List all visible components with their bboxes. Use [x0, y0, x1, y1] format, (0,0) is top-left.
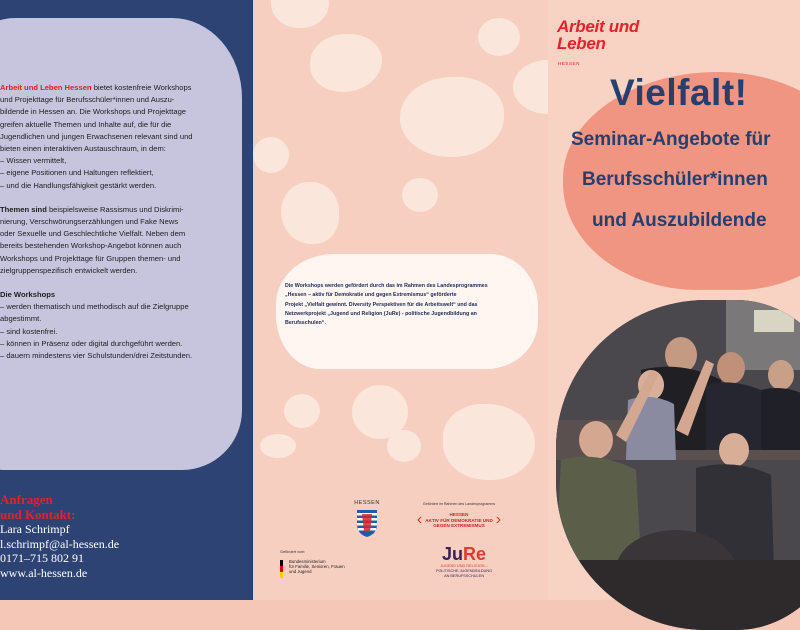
intro-text-span: Themen sind: [0, 204, 47, 214]
intro-text-span: beispielsweise Rassismus und Diskrimi-: [46, 204, 184, 214]
intro-line: [0, 228, 232, 240]
headline: Vielfalt!: [610, 72, 748, 113]
subtitle-line-1: Seminar-Angebote für: [571, 129, 771, 150]
group-photo: [556, 300, 800, 630]
intro-text-span: Workshops und Projekttage für Gruppen themen- und: [0, 253, 181, 263]
intro-text-span: bildende in Hessen an. Die Workshops und Projekttage: [0, 107, 187, 117]
funding-line: Die Workshops werden gefördert durch das im Rahmen des Landesprogrammes: [285, 283, 488, 289]
intro-text-span: Jugendlichen und jungen Erwachsenen relevant sind und: [0, 131, 193, 141]
paragraph-spacer: [0, 277, 232, 289]
intro-text-span: – Wissen vermittelt,: [0, 156, 67, 166]
ministry-line: für Familie, Senioren, Frauen: [289, 564, 345, 570]
aktiv-line: HESSEN: [449, 512, 469, 517]
intro-text-span: bietet kostenfreie Workshops: [91, 83, 192, 92]
jure-subtitle: JUGEND UND RELIGION –: [440, 564, 488, 568]
decor-blob: [260, 434, 296, 458]
ministry-text: [289, 559, 345, 575]
intro-line: [0, 350, 232, 362]
intro-text-span: oder Sexuelle und Geschlechtliche Vielfalt. Neben dem: [0, 229, 186, 239]
intro-text-span: abgestimmt.: [0, 314, 42, 324]
germany-flag-icon: [280, 560, 283, 578]
intro-line: [0, 82, 232, 94]
ministry-line: und Jugend: [289, 569, 312, 575]
contact-phone: 0171–715 802 91: [0, 551, 84, 566]
intro-line: [0, 253, 232, 265]
intro-text-span: greifen aktuelle Themen und Inhalte auf, die für die: [0, 119, 172, 129]
intro-line: [0, 301, 232, 313]
intro-text-span: Arbeit und Leben Hessen: [0, 83, 92, 92]
contact-block: [0, 492, 240, 580]
intro-line: [0, 326, 232, 338]
intro-line: [0, 180, 232, 192]
intro-line: [0, 94, 232, 106]
intro-text-span: Die Workshops: [0, 290, 56, 300]
funding-text: [285, 282, 535, 328]
intro-text-span: bereits bestehenden Workshop-Angebot können auch: [0, 241, 182, 251]
intro-line: [0, 119, 232, 131]
group-photo-illustration: [556, 300, 800, 630]
funding-line: Netzwerkprojekt „Jugend und Religion (JuRe) - politische Jugendbildung an: [285, 310, 477, 317]
intro-text-span: und Projekttage für Berufsschüler*innen und Auszu-: [0, 95, 175, 105]
subtitle-line-3: und Auszubildende: [592, 210, 767, 231]
logo-line-1: Arbeit und: [557, 17, 639, 36]
intro-text-block: [0, 82, 232, 362]
decor-blob: [281, 182, 339, 244]
intro-line: [0, 216, 232, 228]
intro-text-span: – eigene Positionen und Haltungen reflektiert,: [0, 168, 154, 178]
contact-web: www.al-hessen.de: [0, 565, 88, 580]
hessen-label: HESSEN: [354, 500, 380, 506]
funding-line: Berufsschulen“.: [285, 320, 326, 327]
contact-name: Lara Schrimpf: [0, 522, 70, 536]
intro-text-span: – dauern mindestens vier Schulstunden/drei Zeitstunden.: [0, 351, 193, 361]
arbeit-und-leben-logo: [557, 18, 639, 52]
decor-blob: [387, 430, 421, 462]
intro-text-span: – können in Präsenz oder digital durchgeführt werden.: [0, 338, 183, 348]
ministry-logo: [280, 556, 360, 586]
funded-by-label: Gefördert vom:: [280, 550, 306, 554]
aktiv-small-label: Gefördert im Rahmen des Landesprogramms: [422, 502, 496, 506]
decor-blob: [310, 34, 382, 92]
decor-blob: [284, 394, 320, 428]
subtitle-line-2: Berufsschüler*innen: [582, 169, 768, 190]
decor-blob: [402, 178, 438, 212]
decor-blob: [513, 60, 548, 114]
decor-blob: [400, 77, 504, 157]
decor-blob: [443, 404, 535, 480]
intro-line: [0, 106, 232, 118]
intro-text-span: – sind kostenfrei.: [0, 326, 58, 336]
jure-subtitle-2: POLITISCHE JUGENDBILDUNG: [435, 569, 493, 573]
aktiv-line: AKTIV FÜR DEMOKRATIE UND: [425, 517, 493, 523]
aktiv-line: GEGEN EXTREMISMUS: [433, 523, 485, 529]
intro-line: [0, 289, 232, 301]
intro-text-span: zielgruppenspezifisch entwickelt werden.: [0, 265, 138, 275]
funding-line: „Hessen – aktiv für Demokratie und gegen Extremismus“ geförderte: [285, 292, 457, 299]
decor-blob: [253, 137, 289, 173]
logo-line-2: Leben: [557, 34, 606, 53]
intro-text-span: – werden thematisch und methodisch auf die Zielgruppe: [0, 302, 189, 312]
right-chevron-icon: ›: [495, 511, 502, 529]
intro-text-span: – und die Handlungsfähigkeit gestärkt werden.: [0, 180, 157, 190]
intro-line: [0, 143, 232, 155]
jure-logo: [424, 545, 504, 579]
decor-blob: [271, 0, 329, 28]
hessen-logo: [352, 500, 382, 538]
hessen-aktiv-logo: [411, 502, 507, 529]
logo-subtitle: HESSEN: [558, 61, 580, 66]
jure-wordmark-a: Ju: [441, 544, 463, 564]
paragraph-spacer: [0, 192, 232, 204]
funding-line: Projekt „Vielfalt gewinnt. Diversity Perspektiven für die Arbeitswelt“ und das: [285, 301, 478, 308]
intro-line: [0, 265, 232, 277]
contact-title-2: und Kontakt:: [0, 507, 76, 522]
jure-subtitle-3: AN BERUFSSCHULEN: [444, 574, 484, 578]
contact-email: l.schrimpf@al-hessen.de: [0, 536, 120, 551]
intro-line: [0, 338, 232, 350]
contact-title-1: Anfragen: [0, 492, 53, 507]
intro-text-span: bieten einen interaktiven Austauschraum, in dem:: [0, 144, 166, 154]
intro-line: [0, 131, 232, 143]
jure-wordmark-b: Re: [463, 544, 487, 564]
decor-blob: [478, 18, 520, 56]
hessen-coat-of-arms-icon: [355, 508, 379, 538]
intro-text-span: nierung, Verschwörungserzählungen und Fake News: [0, 217, 179, 227]
intro-line: [0, 240, 232, 252]
left-chevron-icon: ‹: [416, 511, 423, 529]
intro-line: [0, 313, 232, 325]
jure-wordmark: [424, 545, 504, 564]
intro-line: [0, 204, 232, 216]
intro-line: [0, 167, 232, 179]
ministry-line: Bundesministerium: [289, 559, 326, 564]
intro-line: [0, 155, 232, 167]
